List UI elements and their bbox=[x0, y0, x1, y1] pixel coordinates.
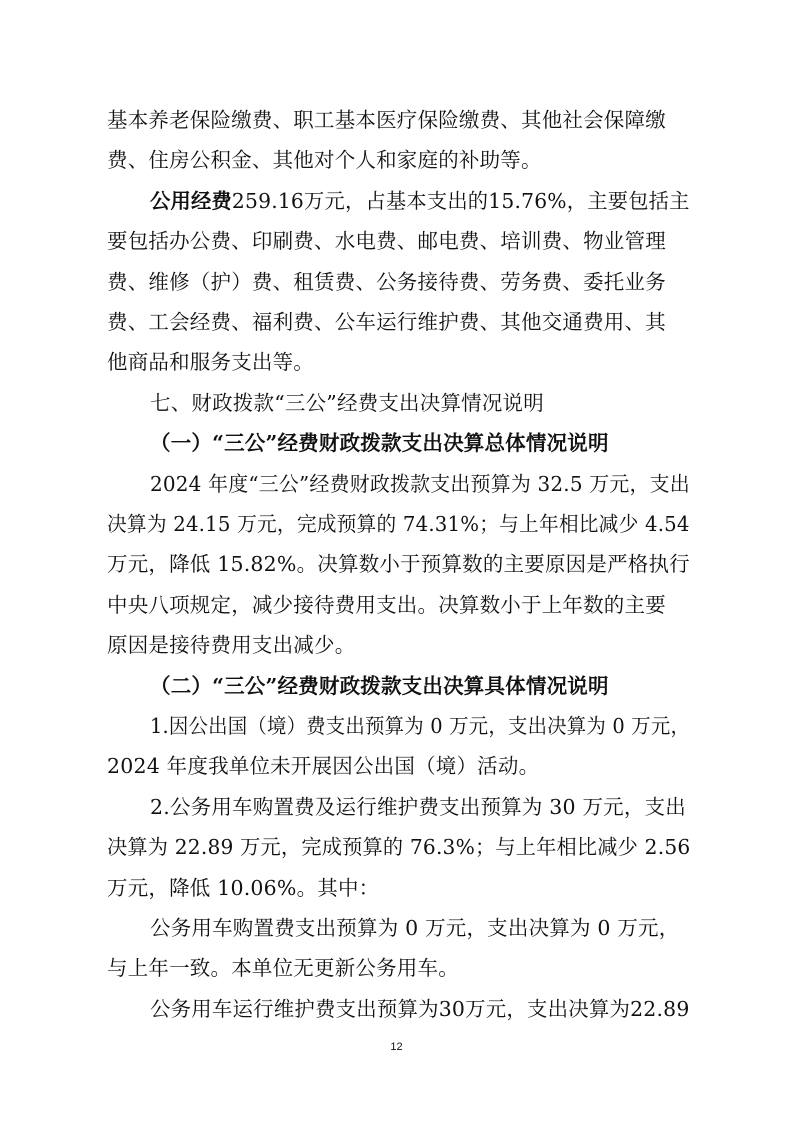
public-funds-label: 公用经费 bbox=[150, 189, 232, 213]
paragraph-line: 决算为 22.89 万元，完成预算的 76.3%；与上年相比减少 2.56 bbox=[107, 835, 691, 859]
subsection-heading: （一）“三公”经费财政拨款支出决算总体情况说明 bbox=[150, 431, 609, 455]
paragraph-line: 中央八项规定，减少接待费用支出。决算数小于上年数的主要 bbox=[107, 593, 666, 617]
paragraph-line: 原因是接待费用支出减少。 bbox=[107, 633, 356, 657]
paragraph-line: 基本养老保险缴费、职工基本医疗保险缴费、其他社会保障缴 bbox=[107, 108, 666, 132]
paragraph-line: 他商品和服务支出等。 bbox=[107, 350, 314, 374]
page-number: 12 bbox=[390, 1041, 403, 1053]
paragraph-line: 1.因公出国（境）费支出预算为 0 万元，支出决算为 0 万元， bbox=[150, 714, 691, 738]
paragraph-line: 2024 年度我单位未开展因公出国（境）活动。 bbox=[107, 754, 540, 778]
paragraph-line: 万元，降低 10.06%。其中： bbox=[107, 876, 380, 900]
paragraph-line: 费、维修（护）费、租赁费、公务接待费、劳务费、委托业务 bbox=[107, 270, 666, 294]
paragraph-line: 2024 年度“三公”经费财政拨款支出预算为 32.5 万元，支出 bbox=[150, 472, 690, 496]
paragraph-line: 要包括办公费、印刷费、水电费、邮电费、培训费、物业管理 bbox=[107, 229, 666, 253]
paragraph-line: 2.公务用车购置费及运行维护费支出预算为 30 万元，支出 bbox=[150, 795, 686, 819]
paragraph-line: 与上年一致。本单位无更新公务用车。 bbox=[107, 956, 459, 980]
paragraph-line bbox=[150, 188, 690, 214]
paragraph-line: 公务用车运行维护费支出预算为30万元，支出决算为22.89 bbox=[150, 997, 690, 1021]
public-funds-text: 259.16万元，占基本支出的15.76%，主要包括主 bbox=[231, 189, 690, 213]
paragraph-line: 费、住房公积金、其他对个人和家庭的补助等。 bbox=[107, 148, 542, 172]
paragraph-line: 决算为 24.15 万元，完成预算的 74.31%；与上年相比减少 4.54 bbox=[107, 512, 690, 536]
section-heading: 七、财政拨款“三公”经费支出决算情况说明 bbox=[150, 391, 544, 415]
paragraph-line: 费、工会经费、福利费、公车运行维护费、其他交通费用、其 bbox=[107, 310, 666, 334]
paragraph-line: 公务用车购置费支出预算为 0 万元，支出决算为 0 万元， bbox=[150, 916, 680, 940]
paragraph-line: 万元，降低 15.82%。决算数小于预算数的主要原因是严格执行 bbox=[107, 552, 690, 576]
subsection-heading: （二）“三公”经费财政拨款支出决算具体情况说明 bbox=[150, 674, 609, 698]
